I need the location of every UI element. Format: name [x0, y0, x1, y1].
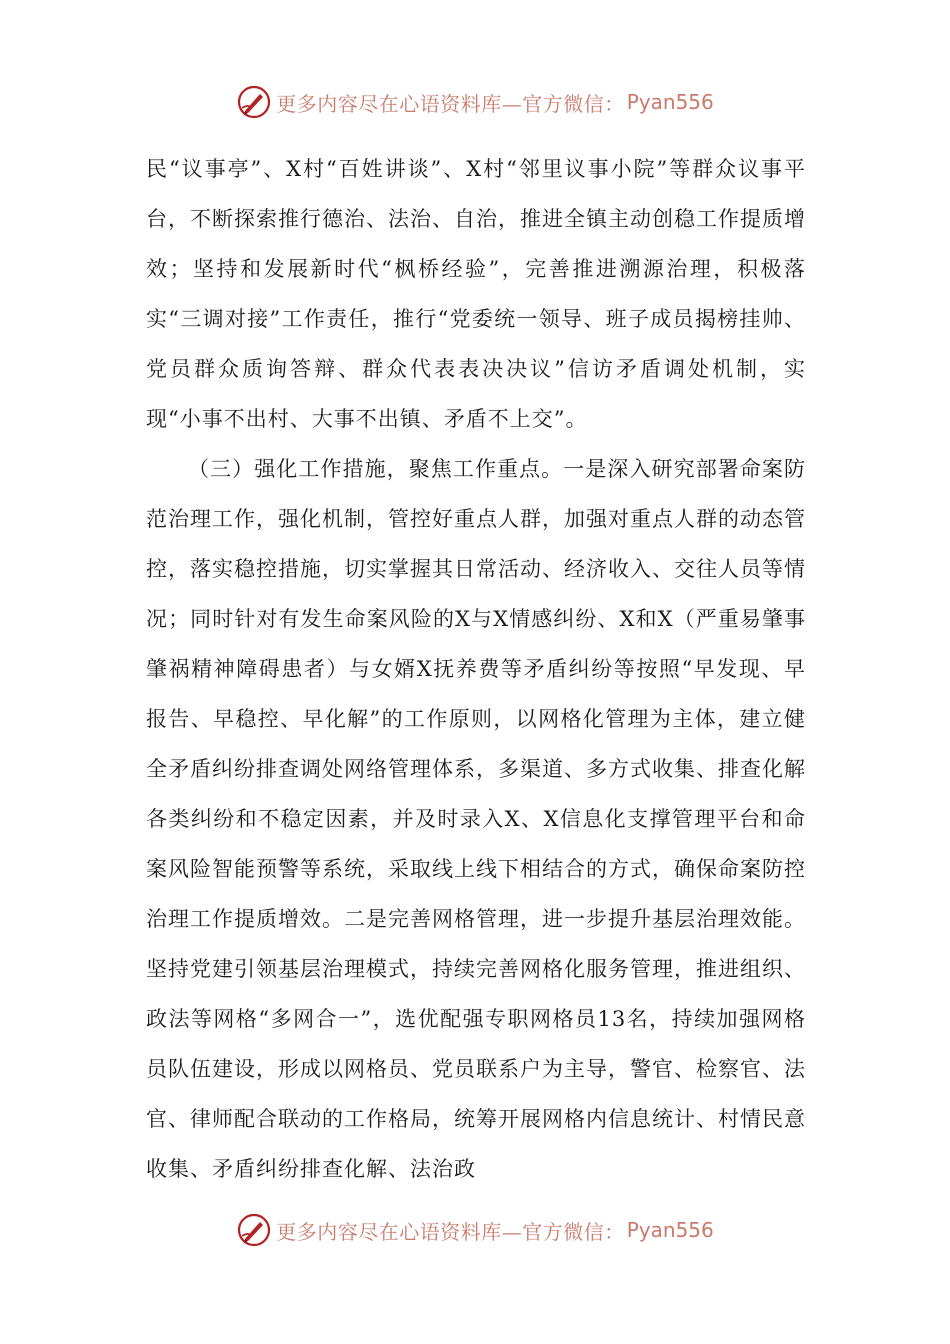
paragraph-1: 民“议事亭”、X村“百姓讲谈”、X村“邻里议事小院”等群众议事平台，不断探索推行德治、法治、自治，推进全镇主动创稳工作提质增效；坚持和发展新时代“枫桥经验”，完善推进溯源治理，积极落实“三调对接”工作责任，推行“党委统一领导、班子成员揭榜挂帅、党员群众质询答辩、群众代表表决决议”信访矛盾调处机制，实现“小事不出村、大事不出镇、矛盾不上交”。	[146, 157, 806, 431]
watermark-text: 更多内容尽在心语资料库—官方微信：	[276, 91, 625, 116]
watermark-wechat-id: Pyan556	[626, 1218, 714, 1242]
watermark-wechat-id: Pyan556	[626, 90, 714, 114]
footer-watermark	[0, 1210, 950, 1250]
document-body	[146, 144, 806, 1194]
pen-logo-icon	[236, 84, 272, 120]
watermark-text: 更多内容尽在心语资料库—官方微信：	[276, 1219, 625, 1244]
paragraph-2: （三）强化工作措施，聚焦工作重点。一是深入研究部署命案防范治理工作，强化机制，管控好重点人群，加强对重点人群的动态管控，落实稳控措施，切实掌握其日常活动、经济收入、交往人员等情况；同时针对有发生命案风险的X与X情感纠纷、X和X（严重易肇事肇祸精神障碍患者）与女婿X抚养费等矛盾纠纷等按照“早发现、早报告、早稳控、早化解”的工作原则，以网格化管理为主体，建立健全矛盾纠纷排查调处网络管理体系，多渠道、多方式收集、排查化解各类纠纷和不稳定因素，并及时录入X、X信息化支撑管理平台和命案风险智能预警等系统，采取线上线下相结合的方式，确保命案防控治理工作提质增效。二是完善网格管理，进一步提升基层治理效能。坚持党建引领基层治理模式，持续完善网格化服务管理，推进组织、政法等网格“多网合一”，选优配强专职网格员13名，持续加强网格员队伍建设，形成以网格员、党员联系户为主导，警官、检察官、法官、律师配合联动的工作格局，统筹开展网格内信息统计、村情民意收集、矛盾纠纷排查化解、法治政	[146, 457, 806, 1181]
header-watermark	[0, 82, 950, 122]
pen-logo-icon	[236, 1212, 272, 1248]
